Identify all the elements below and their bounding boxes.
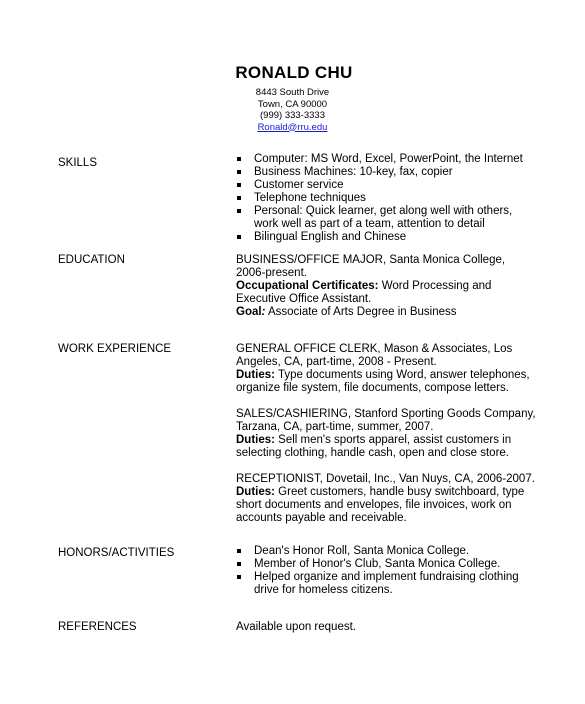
- city-line: Town, CA 90000: [257, 98, 328, 110]
- job-duties: [236, 486, 536, 525]
- honors-label: HONORS/ACTIVITIES: [58, 547, 175, 559]
- duties-text: Greet customers, handle busy switchboard, type short documents and envelopes, file invoices, work on accounts payable and receivable.: [236, 486, 525, 524]
- list-item: Personal: Quick learner, get along well with others, work well as part of a team, attention to detail: [236, 205, 536, 231]
- list-item: Telephone techniques: [236, 192, 536, 205]
- education-section: [236, 254, 536, 319]
- duties-label: Duties:: [236, 369, 275, 381]
- duties-label: Duties:: [236, 434, 275, 446]
- phone-line: (999) 333-3333: [260, 110, 325, 121]
- candidate-name: RONALD CHU: [235, 63, 353, 82]
- honors-section: [236, 545, 536, 597]
- job-entry: [236, 408, 536, 460]
- job-entry: [236, 343, 536, 395]
- list-item: Business Machines: 10-key, fax, copier: [236, 166, 536, 179]
- goal-label: Goal: [236, 306, 262, 318]
- references-text: Available upon request.: [236, 621, 356, 633]
- list-item: Bilingual English and Chinese: [236, 231, 536, 244]
- address-line: 8443 South Drive: [255, 87, 330, 98]
- duties-text: Sell men's sports apparel, assist customers in selecting clothing, handle cash, open and close store.: [236, 434, 512, 459]
- education-certificates: [236, 280, 536, 306]
- list-item: Helped organize and implement fundraising clothing drive for homeless citizens.: [236, 571, 536, 597]
- goal-text: Associate of Arts Degree in Business: [265, 306, 457, 318]
- goal-colon: :: [261, 306, 266, 318]
- education-goal: [236, 306, 536, 319]
- resume-header: [0, 63, 585, 133]
- skills-label: SKILLS: [58, 157, 97, 169]
- skills-section: [236, 153, 536, 244]
- list-item: Customer service: [236, 179, 536, 192]
- references-label: REFERENCES: [58, 621, 137, 633]
- job-title: SALES/CASHIERING, Stanford Sporting Goods Company, Tarzana, CA, part-time, summer, 2007.: [236, 408, 536, 433]
- work-experience-section: [236, 343, 536, 538]
- job-title: RECEPTIONIST, Dovetail, Inc., Van Nuys, CA, 2006-2007.: [236, 473, 535, 485]
- job-duties: [236, 434, 536, 460]
- list-item: Member of Honor's Club, Santa Monica College.: [236, 558, 536, 571]
- work-experience-label: WORK EXPERIENCE: [58, 343, 172, 355]
- list-item: Dean's Honor Roll, Santa Monica College.: [236, 545, 536, 558]
- education-degree: BUSINESS/OFFICE MAJOR, Santa Monica College, 2006-present.: [236, 254, 506, 279]
- list-item: Computer: MS Word, Excel, PowerPoint, the Internet: [236, 153, 536, 166]
- certificates-text: Word Processing and Executive Office Assistant.: [236, 280, 492, 305]
- job-duties: [236, 369, 536, 395]
- duties-label: Duties:: [236, 486, 275, 498]
- duties-text: Type documents using Word, answer telephones, organize file system, file documents, compose letters.: [236, 369, 530, 394]
- education-label: EDUCATION: [58, 254, 125, 266]
- email-link[interactable]: Ronald@rru.edu: [257, 121, 328, 133]
- job-title: GENERAL OFFICE CLERK, Mason & Associates, Los Angeles, CA, part-time, 2008 - Present.: [236, 343, 513, 368]
- certificates-label: Occupational Certificates:: [236, 280, 379, 292]
- job-entry: [236, 473, 536, 525]
